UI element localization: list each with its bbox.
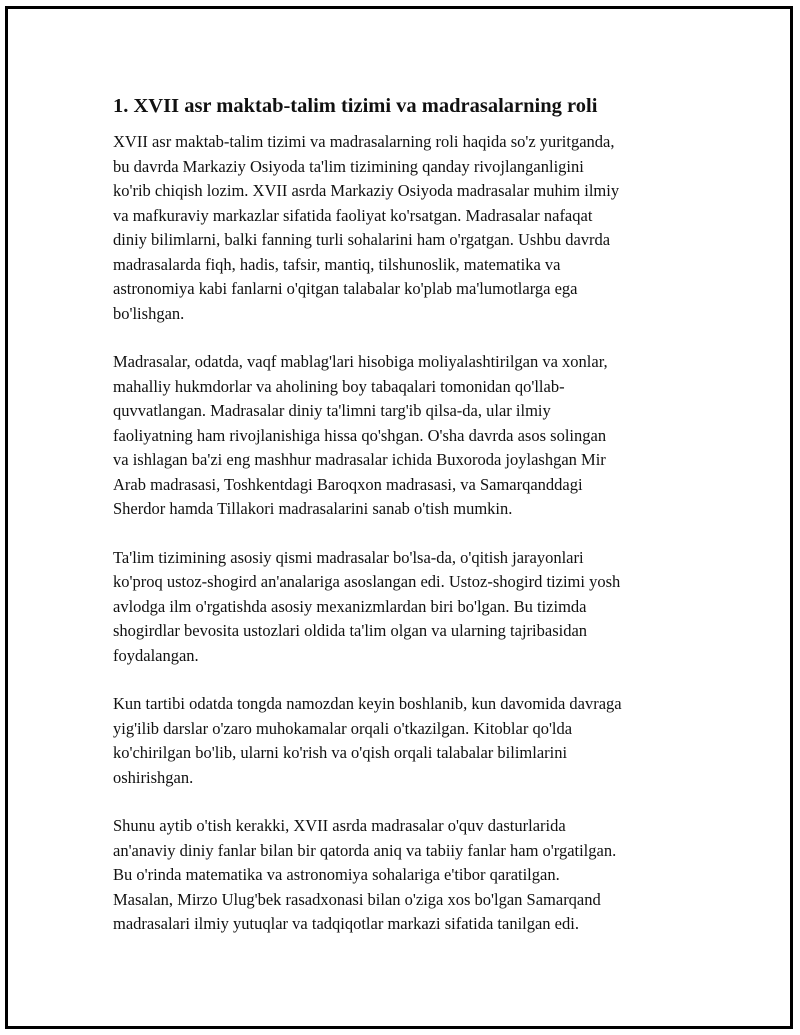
paragraph-line: mahalliy hukmdorlar va aholining boy tabaqalari tomonidan qo'llab- — [113, 376, 565, 396]
paragraph-line: bo'lishgan. — [113, 303, 185, 323]
paragraph-line: Ta'lim tizimining asosiy qismi madrasalar bo'lsa-da, o'qitish jarayonlari — [113, 547, 584, 567]
paragraph-line: madrasalarda fiqh, hadis, tafsir, mantiq, tilshunoslik, matematika va — [113, 254, 561, 274]
paragraph-line: Masalan, Mirzo Ulug'bek rasadxonasi bilan o'ziga xos bo'lgan Samarqand — [113, 889, 601, 909]
paragraph-line: Bu o'rinda matematika va astronomiya sohalariga e'tibor qaratilgan. — [113, 865, 560, 884]
paragraph-5 — [113, 814, 693, 937]
paragraph-line: avlodga ilm o'rgatishda asosiy mexanizmlardan biri bo'lgan. Bu tizimda — [113, 596, 587, 616]
paragraph-line: faoliyatning ham rivojlanishiga hissa qo'shgan. O'sha davrda asos solingan — [113, 425, 607, 445]
paragraph-2 — [113, 350, 693, 522]
paragraph-line: quvvatlangan. Madrasalar diniy ta'limni targ'ib qilsa-da, ular ilmiy — [113, 401, 551, 420]
paragraph-line: ko'proq ustoz-shogird an'analariga asoslangan edi. Ustoz-shogird tizimi yosh — [113, 572, 621, 591]
paragraph-1 — [113, 130, 693, 326]
paragraph-line: bu davrda Markaziy Osiyoda ta'lim tizimining qanday rivojlanganligini — [113, 156, 584, 176]
paragraph-line: ko'chirilgan bo'lib, ularni ko'rish va o'qish orqali talabalar bilimlarini — [113, 743, 568, 762]
paragraph-line: madrasalari ilmiy yutuqlar va tadqiqotlar markazi sifatida tanilgan edi. — [113, 914, 579, 933]
paragraph-line: Kun tartibi odatda tongda namozdan keyin boshlanib, kun davomida davraga — [113, 694, 622, 713]
document-body — [113, 92, 693, 961]
paragraph-3 — [113, 546, 693, 669]
paragraph-line: Sherdor hamda Tillakori madrasalarini sanab o'tish mumkin. — [113, 499, 513, 518]
paragraph-line: va ishlagan ba'zi eng mashhur madrasalar ichida Buxoroda joylashgan Mir — [113, 450, 606, 469]
paragraph-line: shogirdlar bevosita ustozlari oldida ta'lim olgan va ularning tajribasidan — [113, 621, 588, 640]
paragraph-line: diniy bilimlarni, balki fanning turli sohalarini ham o'rgatgan. Ushbu davrda — [113, 230, 611, 249]
section-heading: 1. XVII asr maktab-talim tizimi va madrasalarning roli — [113, 95, 598, 117]
paragraph-line: yig'ilib darslar o'zaro muhokamalar orqali o'tkazilgan. Kitoblar qo'lda — [113, 718, 573, 738]
paragraph-list — [113, 130, 693, 937]
paragraph-line: Madrasalar, odatda, vaqf mablag'lari hisobiga moliyalashtirilgan va xonlar, — [113, 352, 608, 371]
paragraph-line: ko'rib chiqish lozim. XVII asrda Markaziy Osiyoda madrasalar muhim ilmiy — [113, 181, 620, 200]
paragraph-line: an'anaviy diniy fanlar bilan bir qatorda aniq va tabiiy fanlar ham o'rgatilgan. — [113, 840, 617, 860]
paragraph-line: Shunu aytib o'tish kerakki, XVII asrda madrasalar o'quv dasturlarida — [113, 816, 566, 835]
paragraph-line: astronomiya kabi fanlarni o'qitgan talabalar ko'plab ma'lumotlarga ega — [113, 279, 578, 298]
paragraph-line: XVII asr maktab-talim tizimi va madrasalarning roli haqida so'z yuritganda, — [113, 132, 615, 151]
paragraph-line: va mafkuraviy markazlar sifatida faoliyat ko'rsatgan. Madrasalar nafaqat — [113, 205, 593, 225]
paragraph-line: oshirishgan. — [113, 767, 194, 787]
paragraph-4 — [113, 692, 693, 790]
paragraph-line: foydalangan. — [113, 645, 199, 665]
paragraph-line: Arab madrasasi, Toshkentdagi Baroqxon madrasasi, va Samarqanddagi — [113, 474, 583, 494]
